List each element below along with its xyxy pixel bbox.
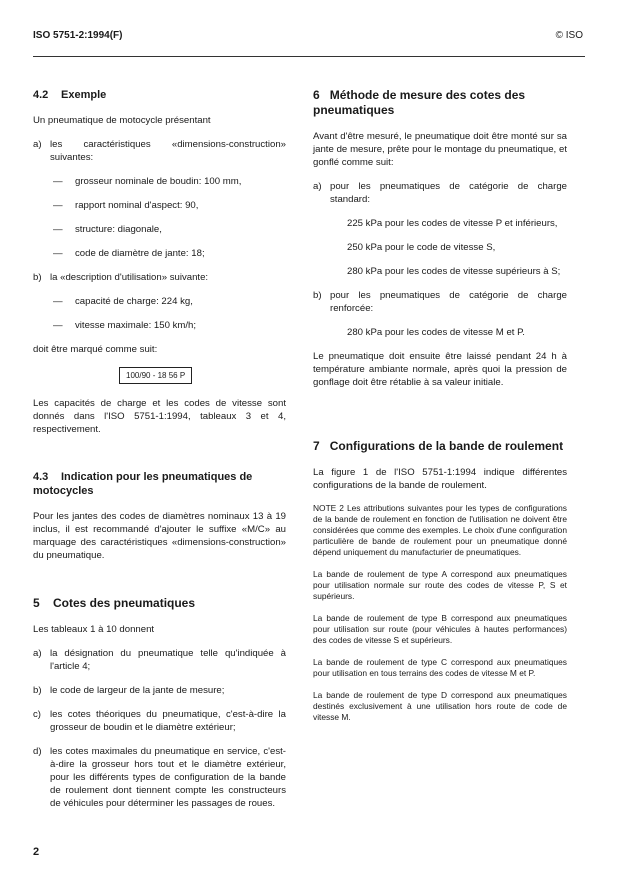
tread-type-a: La bande de roulement de type A correspond aux pneumatiques pour utilisation normale sur route des codes de vitesse P, S et supérieurs. (313, 569, 567, 601)
s42-end: Les capacités de charge et les codes de vitesse sont donnés dans l'ISO 5751-1:1994, tableaux 3 et 4, respectivement. (33, 398, 286, 435)
marking-box: 100/90 - 18 56 P (119, 367, 192, 384)
s42-marked: doit être marqué comme suit: (33, 344, 158, 355)
pressure-value: 225 kPa pour les codes de vitesse P et inférieurs, (347, 218, 558, 229)
s42-item-b: b) la «description d'utilisation» suivante: (33, 272, 209, 283)
list-item: — structure: diagonale, (53, 224, 162, 235)
tread-type-c: La bande de roulement de type C correspond aux pneumatiques pour utilisation en tous terrains des codes de vitesse M et P. (313, 657, 567, 678)
s7-intro: La figure 1 de l'ISO 5751-1:1994 indique différentes configurations de la bande de roulement. (313, 467, 567, 491)
note-2: NOTE 2 Les attributions suivantes pour les types de configurations de la bande de roulement en fonction de l'utilisation ne doivent être considérées que comme des exemples. Le choix d'une configuration particulière de bande de roulement pour un pneumatique donné dépend uniquement du manufacturier de pneumatiques. (313, 503, 567, 557)
s5-item-c: c) les cotes théoriques du pneumatique, c'est-à-dire la grosseur de boudin et le diamètre extérieur; (33, 709, 286, 733)
section-6-heading: 6 Méthode de mesure des cotes des pneumatiques (313, 88, 526, 117)
doc-reference: ISO 5751-2:1994(F) (33, 30, 123, 41)
s43-text: Pour les jantes des codes de diamètres nominaux 13 à 19 inclus, il est recommandé d'ajouter le suffixe «M/C» au marquage des caractéristiques «dimensions-construction» du pneumatique. (33, 511, 286, 561)
list-item: — capacité de charge: 224 kg, (53, 296, 193, 307)
section-4-2-heading: 4.2 Exemple (33, 89, 107, 101)
s6-item-a: a) pour les pneumatiques de catégorie de charge standard: (313, 181, 567, 205)
pressure-value: 250 kPa pour le code de vitesse S, (347, 242, 496, 253)
section-5-heading: 5 Cotes des pneumatiques (33, 596, 196, 610)
s42-item-a: a) les caractéristiques «dimensions-construction» suivantes: (33, 139, 286, 163)
header-rule (33, 56, 585, 57)
s6-intro: Avant d'être mesuré, le pneumatique doit être monté sur sa jante de mesure, prête pour le montage du pneumatique, et gonflé comme suit: (313, 131, 567, 168)
s6-item-b: b) pour les pneumatiques de catégorie de charge renforcée: (313, 290, 567, 314)
page-number: 2 (33, 846, 40, 858)
s5-intro: Les tableaux 1 à 10 donnent (33, 624, 155, 635)
s42-intro: Un pneumatique de motocycle présentant (33, 115, 211, 126)
list-item: — rapport nominal d'aspect: 90, (53, 200, 199, 211)
list-item: — grosseur nominale de boudin: 100 mm, (53, 176, 242, 187)
list-item: — vitesse maximale: 150 km/h; (53, 320, 197, 331)
left-column (33, 88, 286, 821)
tread-type-d: La bande de roulement de type D correspond aux pneumatiques destinés exclusivement à une utilisation hors route de code de vitesse M. (313, 690, 567, 722)
tread-type-b: La bande de roulement de type B correspond aux pneumatiques pour utilisation sur route (pour véhicules à hautes performances) des codes de vitesse S et supérieurs. (313, 613, 567, 645)
pressure-value: 280 kPa pour les codes de vitesse M et P. (347, 327, 525, 338)
list-item: — code de diamètre de jante: 18; (53, 248, 205, 259)
s5-item-a: a) la désignation du pneumatique telle qu'indiquée à l'article 4; (33, 648, 286, 672)
s5-item-d: d) les cotes maximales du pneumatique en service, c'est-à-dire la grosseur hors tout et le diamètre extérieur, pour les différents types de configuration de la bande de roulement dont tiennent compte les constructeurs de véhicules pour déterminer les passages de roues. (33, 746, 286, 809)
section-7-heading: 7 Configurations de la bande de roulement (313, 439, 564, 453)
copyright: © ISO (555, 30, 583, 41)
pressure-value: 280 kPa pour les codes de vitesse supérieurs à S; (347, 266, 561, 277)
s5-item-b: b) le code de largeur de la jante de mesure; (33, 685, 225, 696)
right-column (313, 88, 567, 734)
section-4-3-heading: 4.3 Indication pour les pneumatiques de motocycles (33, 471, 253, 497)
s6-end: Le pneumatique doit ensuite être laissé pendant 24 h à température ambiante normale, après quoi la pression de gonflage doit être rétablie à sa valeur initiale. (313, 351, 567, 388)
